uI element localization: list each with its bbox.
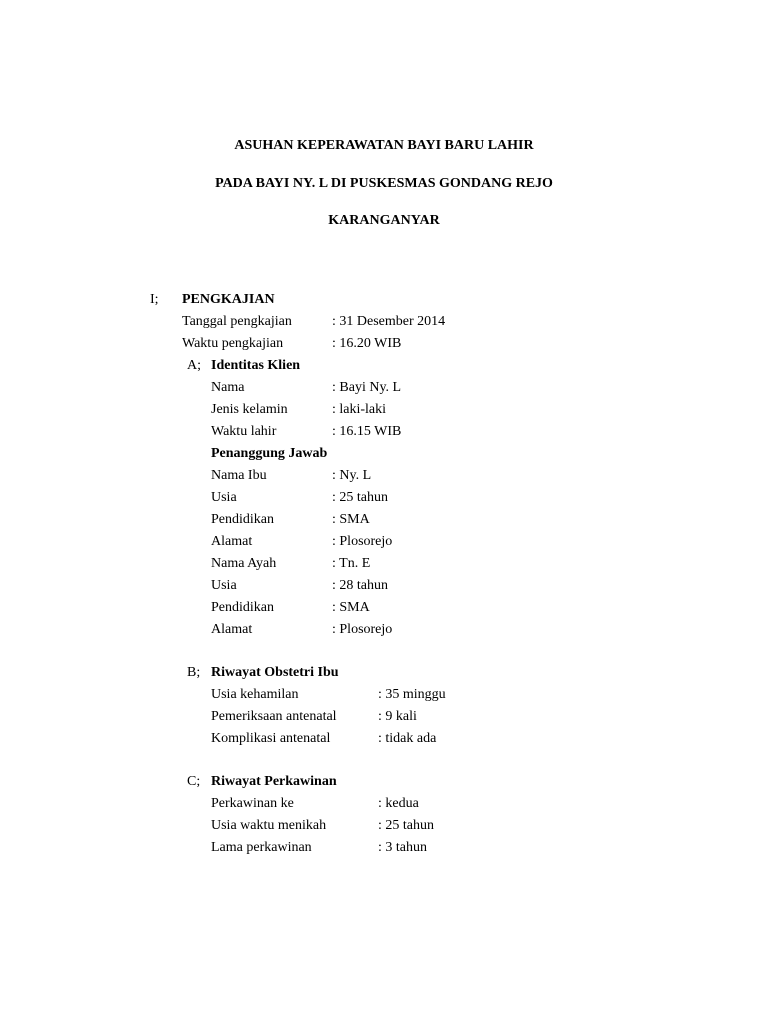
section-heading: PENGKAJIAN <box>182 292 275 307</box>
subsection-heading: Riwayat Perkawinan <box>211 774 337 789</box>
field-value: : SMA <box>332 600 370 615</box>
field-value: : 31 Desember 2014 <box>332 314 446 329</box>
field-value: : Plosorejo <box>332 534 393 549</box>
field-label: Alamat <box>211 534 253 549</box>
field-value: : tidak ada <box>378 731 437 746</box>
subsection-letter: C; <box>187 774 201 789</box>
document-title-line-3: KARANGANYAR <box>328 213 440 228</box>
field-label: Tanggal pengkajian <box>182 314 292 329</box>
field-label: Nama <box>211 380 245 395</box>
section-number: I; <box>150 292 159 307</box>
field-label: Komplikasi antenatal <box>211 731 331 746</box>
field-value: : 35 minggu <box>378 687 446 702</box>
document-title-line-1: ASUHAN KEPERAWATAN BAYI BARU LAHIR <box>234 138 534 153</box>
field-value: : Ny. L <box>332 468 372 483</box>
field-label: Perkawinan ke <box>211 796 294 811</box>
field-value: : 25 tahun <box>332 490 388 505</box>
field-value: : laki-laki <box>332 402 387 417</box>
field-label: Jenis kelamin <box>211 402 288 417</box>
field-label: Alamat <box>211 622 253 637</box>
field-value: : 25 tahun <box>378 818 434 833</box>
field-value: : 28 tahun <box>332 578 388 593</box>
field-label: Usia <box>211 490 237 505</box>
field-label: Pendidikan <box>211 512 274 527</box>
field-label: Pendidikan <box>211 600 274 615</box>
field-value: : 16.20 WIB <box>332 336 402 351</box>
subsection-letter: B; <box>187 665 201 680</box>
field-value: : kedua <box>378 796 419 811</box>
field-label: Usia waktu menikah <box>211 818 327 833</box>
subsection-heading: Riwayat Obstetri Ibu <box>211 665 339 680</box>
field-value: : SMA <box>332 512 370 527</box>
field-label: Usia kehamilan <box>211 687 299 702</box>
field-value: : Tn. E <box>332 556 371 571</box>
field-label: Nama Ayah <box>211 556 277 571</box>
field-value: : Plosorejo <box>332 622 393 637</box>
field-label: Waktu pengkajian <box>182 336 284 351</box>
field-value: : 3 tahun <box>378 840 427 855</box>
subsection-heading: Identitas Klien <box>211 358 301 373</box>
field-label: Pemeriksaan antenatal <box>211 709 337 724</box>
field-label: Nama Ibu <box>211 468 267 483</box>
field-label: Waktu lahir <box>211 424 277 439</box>
subsection-letter: A; <box>187 358 201 373</box>
field-value: : 16.15 WIB <box>332 424 402 439</box>
field-label: Usia <box>211 578 237 593</box>
subheading: Penanggung Jawab <box>211 446 328 461</box>
field-value: : Bayi Ny. L <box>332 380 402 395</box>
field-value: : 9 kali <box>378 709 417 724</box>
field-label: Lama perkawinan <box>211 840 312 855</box>
document-title-line-2: PADA BAYI NY. L DI PUSKESMAS GONDANG REJO <box>215 176 553 191</box>
